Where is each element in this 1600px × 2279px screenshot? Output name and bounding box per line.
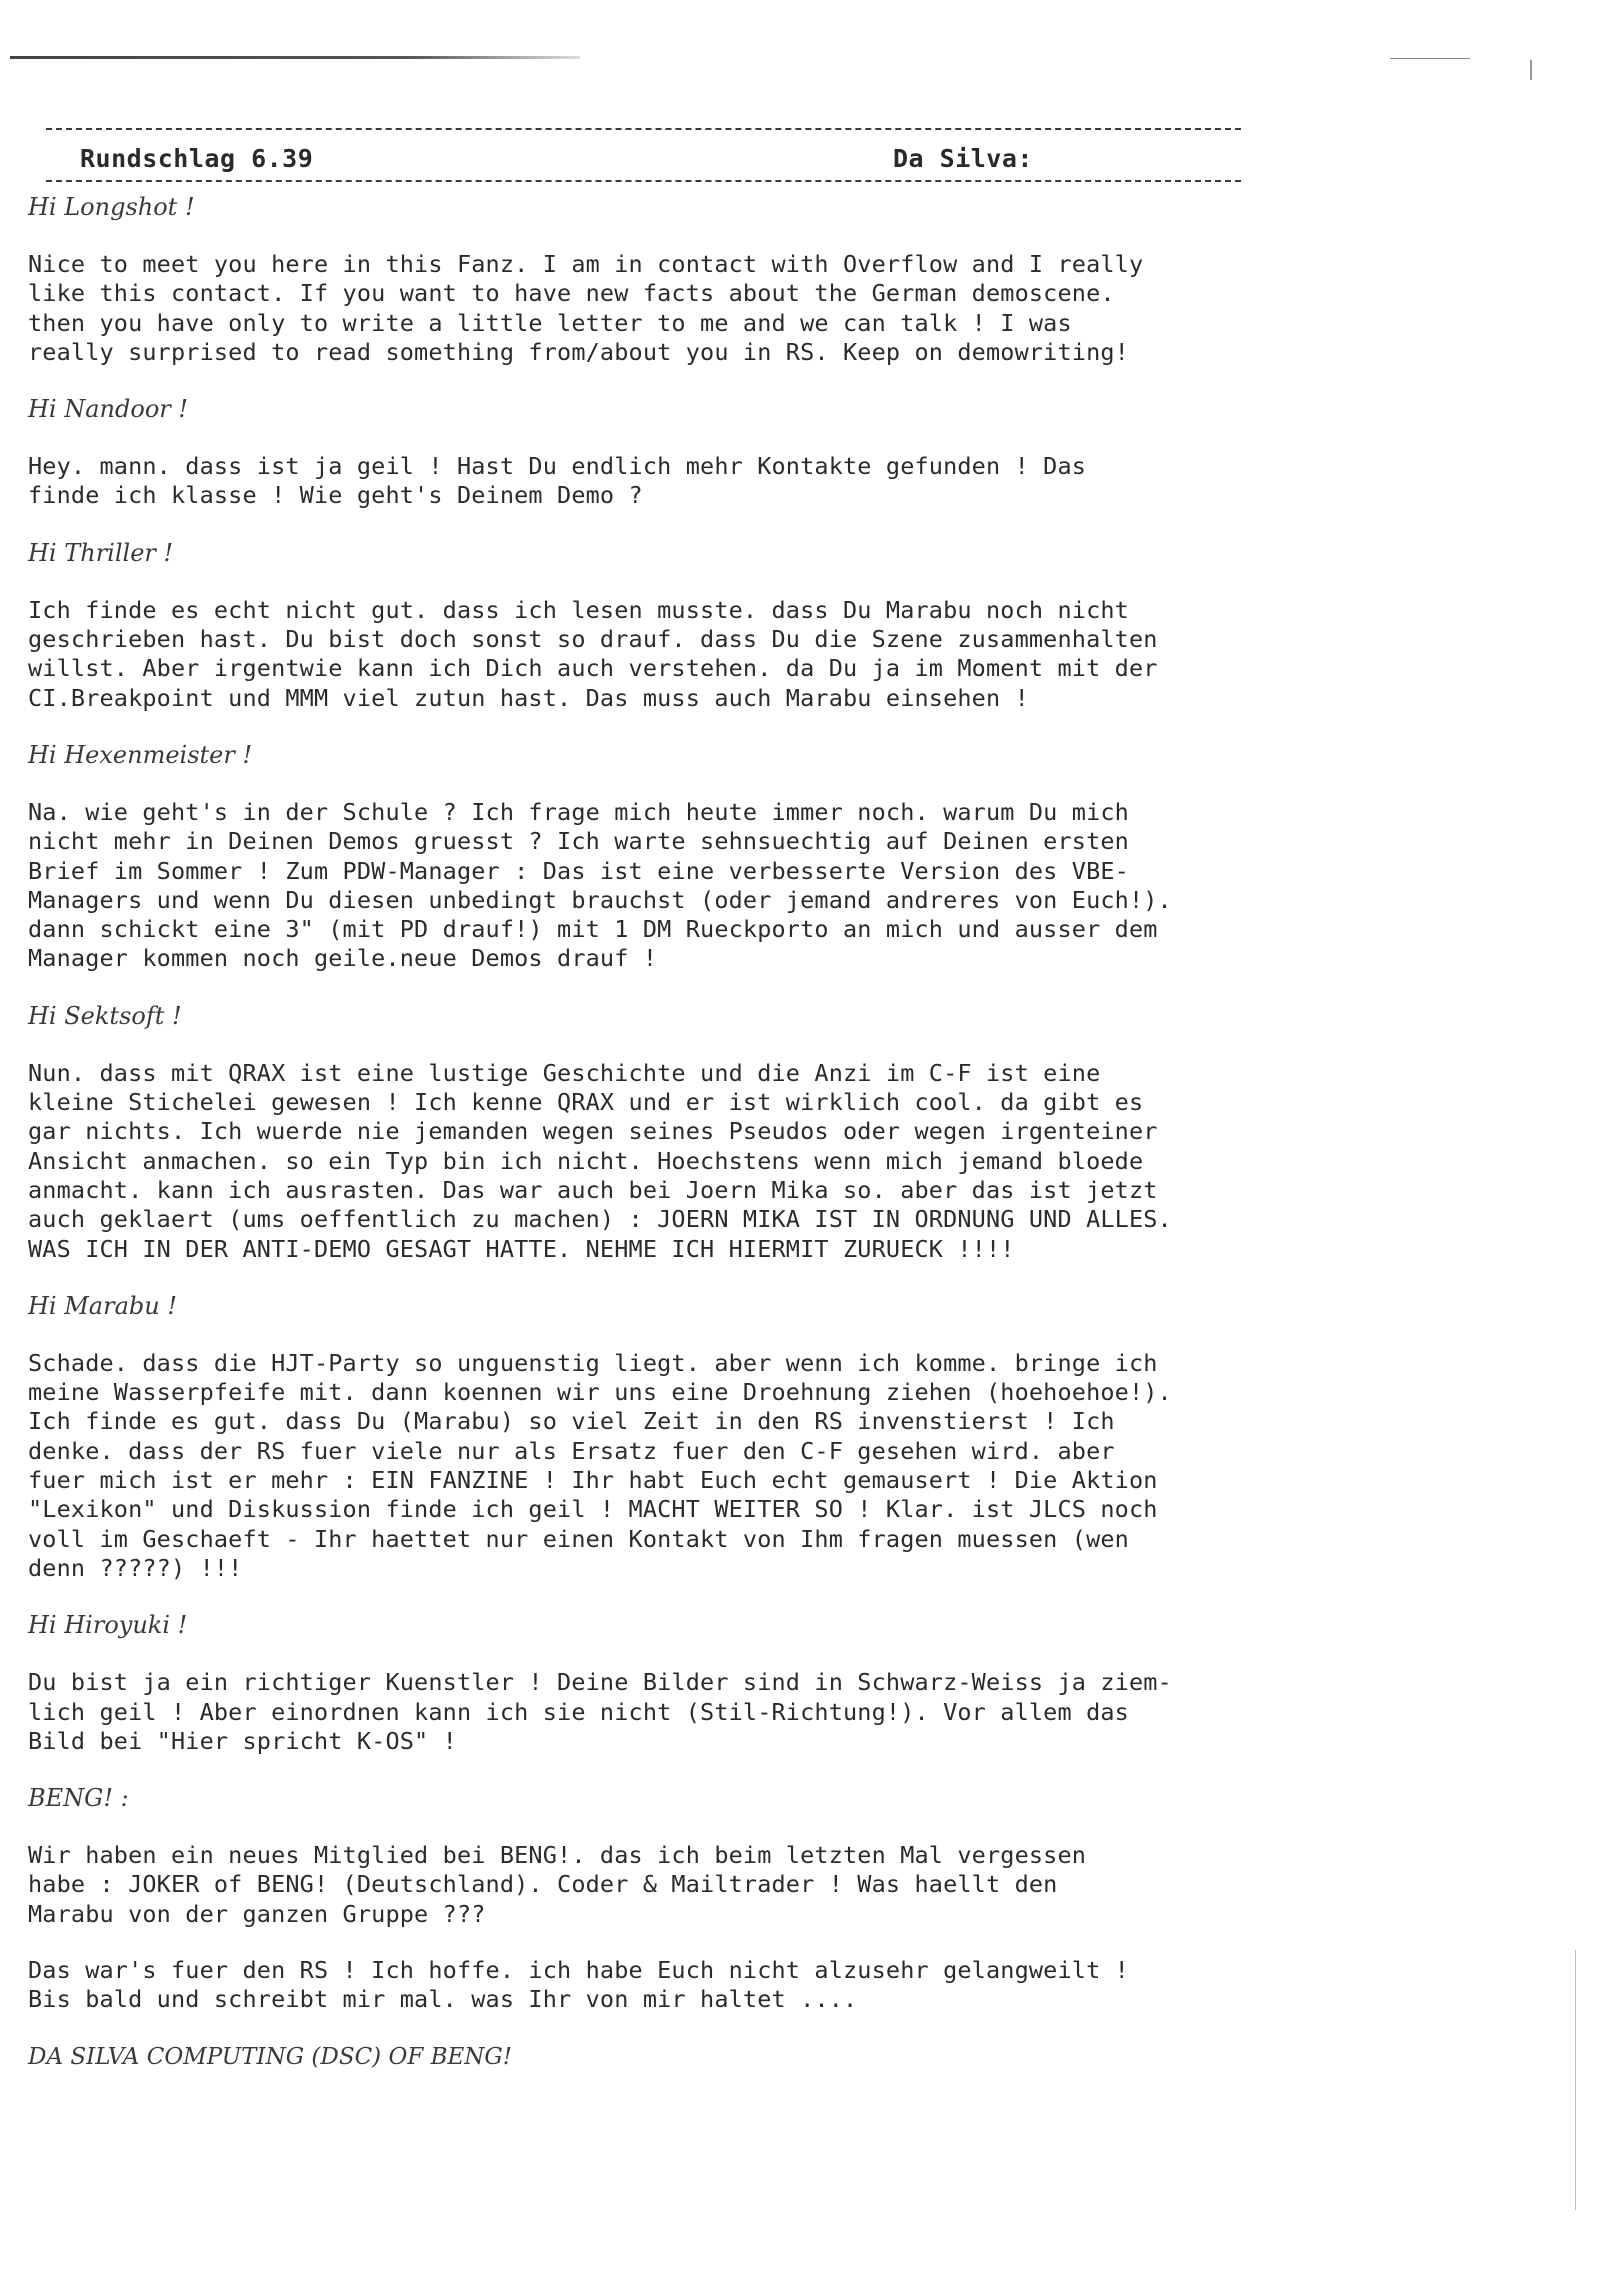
section-paragraph — [28, 1668, 1448, 1756]
scan-edge-line — [10, 56, 580, 59]
scan-mark — [1530, 60, 1532, 80]
section-greeting: Hi Thriller ! — [28, 538, 174, 567]
text-line: anmacht. kann ich ausrasten. Das war auch bei Joern Mika so. aber das ist jetzt — [28, 1175, 1158, 1204]
text-line: kleine Stichelei gewesen ! Ich kenne QRAX und er ist wirklich cool. da gibt es — [28, 1088, 1144, 1117]
text-line: Ich finde es gut. dass Du (Marabu) so viel Zeit in den RS invenstierst ! Ich — [28, 1407, 1115, 1436]
document-page — [28, 128, 1448, 2072]
text-line: Bis bald und schreibt mir mal. was Ihr von mir haltet .... — [28, 1985, 858, 2014]
text-line: Du bist ja ein richtiger Kuenstler ! Deine Bilder sind in Schwarz-Weiss ja ziem- — [28, 1668, 1172, 1697]
text-line: Nun. dass mit QRAX ist eine lustige Geschichte und die Anzi im C-F ist eine — [28, 1058, 1101, 1087]
section-greeting: Hi Sektsoft ! — [28, 1001, 182, 1030]
text-line: willst. Aber irgentwie kann ich Dich auch verstehen. da Du ja im Moment mit der — [28, 654, 1158, 683]
section-greeting: Hi Nandoor ! — [28, 395, 189, 424]
text-line: Schade. dass die HJT-Party so unguenstig liegt. aber wenn ich komme. bringe ich — [28, 1348, 1158, 1377]
section-paragraph — [28, 596, 1448, 713]
text-line: "Lexikon" und Diskussion finde ich geil ! MACHT WEITER SO ! Klar. ist JLCS noch — [28, 1495, 1158, 1524]
section-paragraph — [28, 1059, 1448, 1264]
text-line: Hey. mann. dass ist ja geil ! Hast Du endlich mehr Kontakte gefunden ! Das — [28, 452, 1087, 481]
text-line: then you have only to write a little letter to me and we can talk ! I was — [28, 308, 1072, 337]
text-line: nicht mehr in Deinen Demos gruesst ? Ich warte sehnsuechtig auf Deinen ersten — [28, 827, 1129, 856]
section-paragraph — [28, 798, 1448, 974]
text-line: like this contact. If you want to have new facts about the German demoscene. — [28, 279, 1115, 308]
text-line: CI.Breakpoint und MMM viel zutun hast. Das muss auch Marabu einsehen ! — [28, 683, 1029, 712]
letter-body — [28, 192, 1448, 2072]
document-author: Da Silva: — [893, 144, 1033, 173]
text-line: denn ?????) !!! — [28, 1553, 243, 1582]
section-paragraph — [28, 452, 1448, 511]
section-paragraph — [28, 250, 1448, 367]
text-line: Marabu von der ganzen Gruppe ??? — [28, 1899, 486, 1928]
text-line: Nice to meet you here in this Fanz. I am in contact with Overflow and I really — [28, 250, 1144, 278]
text-line: Ansicht anmachen. so ein Typ bin ich nicht. Hoechstens wenn mich jemand bloede — [28, 1146, 1144, 1175]
text-line: fuer mich ist er mehr : EIN FANZINE ! Ihr habt Euch echt gemausert ! Die Aktion — [28, 1466, 1158, 1495]
text-line: Brief im Sommer ! Zum PDW-Manager : Das ist eine verbesserte Version des VBE- — [28, 856, 1129, 885]
text-line: WAS ICH IN DER ANTI-DEMO GESAGT HATTE. NEHME ICH HIERMIT ZURUECK !!!! — [28, 1234, 1015, 1263]
text-line: voll im Geschaeft - Ihr haettet nur einen Kontakt von Ihm fragen muessen (wen — [28, 1524, 1129, 1553]
signature: DA SILVA COMPUTING (DSC) OF BENG! — [28, 2043, 513, 2070]
text-line: Ich finde es echt nicht gut. dass ich lesen musste. dass Du Marabu noch nicht — [28, 595, 1129, 624]
text-line: finde ich klasse ! Wie geht's Deinem Demo ? — [28, 481, 643, 510]
text-line: denke. dass der RS fuer viele nur als Ersatz fuer den C-F gesehen wird. aber — [28, 1436, 1115, 1465]
section-paragraph — [28, 1841, 1448, 1929]
scan-edge-line-right — [1390, 58, 1470, 59]
text-line: habe : JOKER of BENG! (Deutschland). Coder & Mailtrader ! Was haellt den — [28, 1870, 1058, 1899]
section-greeting: Hi Longshot ! — [28, 193, 195, 221]
section-greeting: Hi Marabu ! — [28, 1291, 177, 1320]
text-line: meine Wasserpfeife mit. dann koennen wir uns eine Droehnung ziehen (hoehoehoe!). — [28, 1378, 1172, 1407]
text-line: dann schickt eine 3" (mit PD drauf!) mit 1 DM Rueckporto an mich und ausser dem — [28, 915, 1158, 944]
text-line: geschrieben hast. Du bist doch sonst so drauf. dass Du die Szene zusammenhalten — [28, 625, 1158, 654]
text-line: Wir haben ein neues Mitglied bei BENG!. das ich beim letzten Mal vergessen — [28, 1841, 1087, 1870]
section-greeting: BENG! : — [28, 1784, 129, 1813]
text-line: really surprised to read something from/about you in RS. Keep on demowriting! — [28, 337, 1129, 366]
text-line: Managers und wenn Du diesen unbedingt brauchst (oder jemand andreres von Euch!). — [28, 885, 1172, 914]
section-greeting: Hi Hexenmeister ! — [28, 740, 253, 769]
text-line: auch geklaert (ums oeffentlich zu machen) : JOERN MIKA IST IN ORDNUNG UND ALLES. — [28, 1205, 1172, 1234]
text-line: Na. wie geht's in der Schule ? Ich frage mich heute immer noch. warum Du mich — [28, 797, 1129, 826]
header-rule-bottom — [46, 180, 1241, 182]
text-line: Das war's fuer den RS ! Ich hoffe. ich habe Euch nicht alzusehr gelangweilt ! — [28, 1955, 1129, 1984]
document-title: Rundschlag 6.39 — [80, 144, 314, 173]
text-line: lich geil ! Aber einordnen kann ich sie nicht (Stil-Richtung!). Vor allem das — [28, 1697, 1129, 1726]
closing-paragraph — [28, 1956, 1448, 2015]
document-header — [28, 130, 1448, 180]
text-line: Bild bei "Hier spricht K-OS" ! — [28, 1726, 457, 1755]
text-line: gar nichts. Ich wuerde nie jemanden wegen seines Pseudos oder wegen irgenteiner — [28, 1117, 1158, 1146]
text-line: Manager kommen noch geile.neue Demos drauf ! — [28, 944, 658, 973]
section-paragraph — [28, 1349, 1448, 1583]
section-greeting: Hi Hiroyuki ! — [28, 1611, 188, 1640]
scan-mark — [1575, 1950, 1576, 2210]
